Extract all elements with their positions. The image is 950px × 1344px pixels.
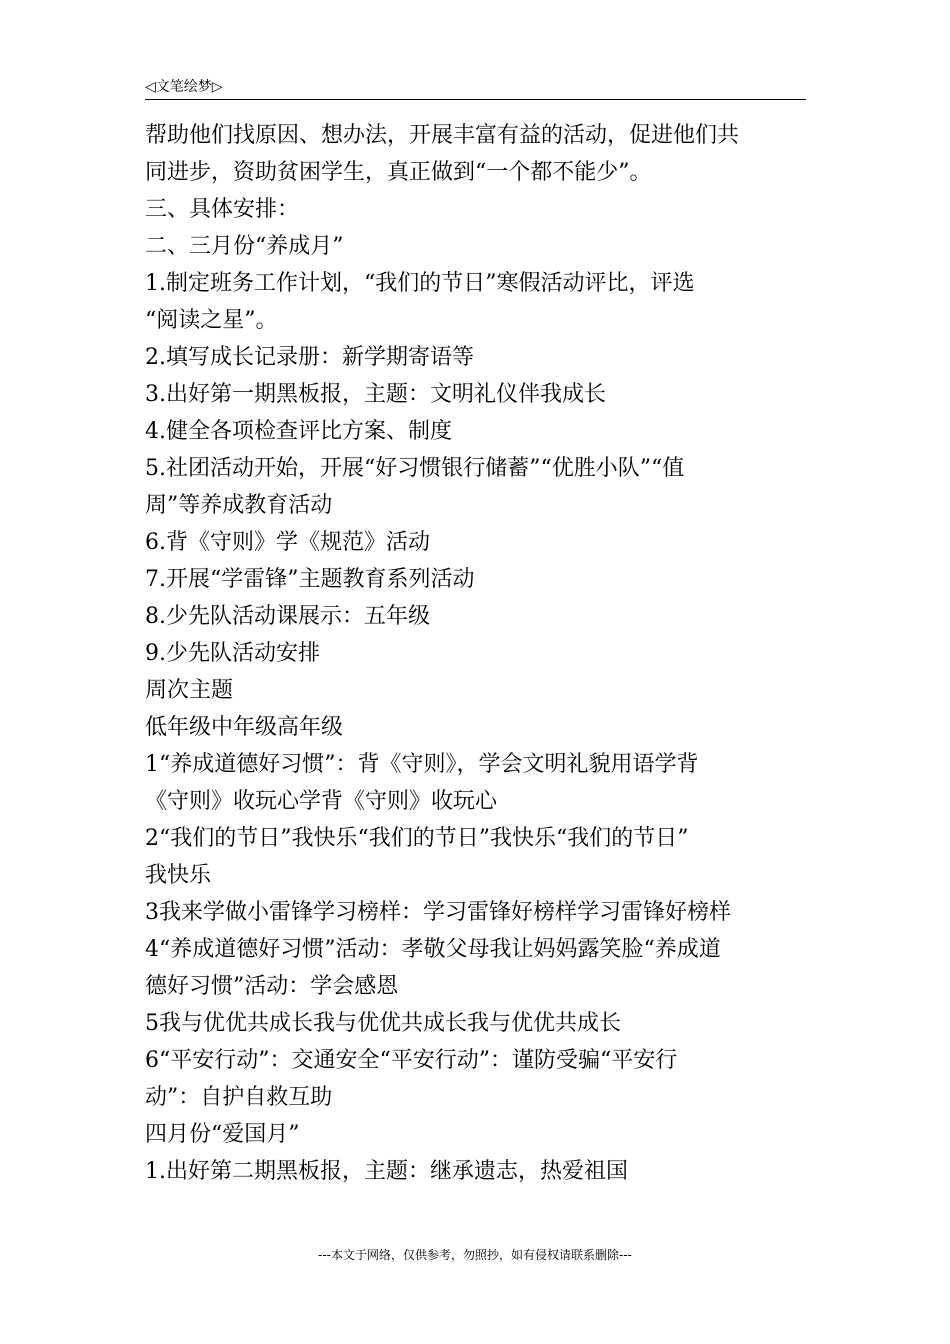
text-line: 德好习惯”活动：学会感恩 [145, 974, 399, 999]
list-item: 2.填写成长记录册：新学期寄语等 [145, 345, 474, 370]
list-item: 6.背《守则》学《规范》活动 [145, 530, 430, 555]
text-line: 动”：自护自救互助 [145, 1085, 333, 1110]
header-divider [145, 99, 806, 100]
table-row: 6“平安行动”：交通安全“平安行动”：谨防受骗“平安行 [145, 1048, 678, 1073]
table-row: 5我与优优共成长我与优优共成长我与优优共成长 [145, 1011, 621, 1036]
table-row: 3我来学做小雷锋学习榜样：学习雷锋好榜样学习雷锋好榜样 [145, 900, 731, 925]
list-item: 1.出好第二期黑板报，主题：继承遗志，热爱祖国 [145, 1159, 628, 1184]
page-header: ◁文笔绘梦▷ [145, 79, 223, 95]
text-line: 帮助他们找原因、想办法，开展丰富有益的活动，促进他们共 [145, 123, 740, 148]
list-item: 3.出好第一期黑板报，主题：文明礼仪伴我成长 [145, 382, 606, 407]
list-item: 5.社团活动开始，开展“好习惯银行储蓄”“优胜小队”“值 [145, 456, 685, 481]
list-item: 4.健全各项检查评比方案、制度 [145, 419, 452, 444]
list-item: 8.少先队活动课展示：五年级 [145, 604, 430, 629]
text-line: “阅读之星”。 [145, 308, 278, 333]
section-heading: 二、三月份“养成月” [145, 234, 344, 259]
table-row: 2“我们的节日”我快乐“我们的节日”我快乐“我们的节日” [145, 826, 689, 851]
table-header: 周次主题 [145, 678, 234, 703]
text-line: 《守则》收玩心学背《守则》收玩心 [145, 789, 498, 814]
section-heading: 三、具体安排： [145, 197, 300, 222]
list-item: 9.少先队活动安排 [145, 641, 320, 666]
list-item: 7.开展“学雷锋”主题教育系列活动 [145, 567, 475, 592]
table-header: 低年级中年级高年级 [145, 715, 344, 740]
section-heading: 四月份“爱国月” [145, 1122, 300, 1147]
text-line: 我快乐 [145, 863, 212, 888]
text-line: 同进步，资助贫困学生，真正做到“一个都不能少”。 [145, 160, 652, 185]
page-footer: ---本文于网络，仅供参考，勿照抄，如有侵权请联系删除--- [318, 1248, 632, 1262]
table-row: 1“养成道德好习惯”：背《守则》，学会文明礼貌用语学背 [145, 752, 699, 777]
document-body [145, 117, 810, 1190]
table-row: 4“养成道德好习惯”活动：孝敬父母我让妈妈露笑脸“养成道 [145, 937, 721, 962]
list-item: 1.制定班务工作计划，“我们的节日”寒假活动评比，评选 [145, 271, 695, 296]
text-line: 周”等养成教育活动 [145, 493, 333, 518]
